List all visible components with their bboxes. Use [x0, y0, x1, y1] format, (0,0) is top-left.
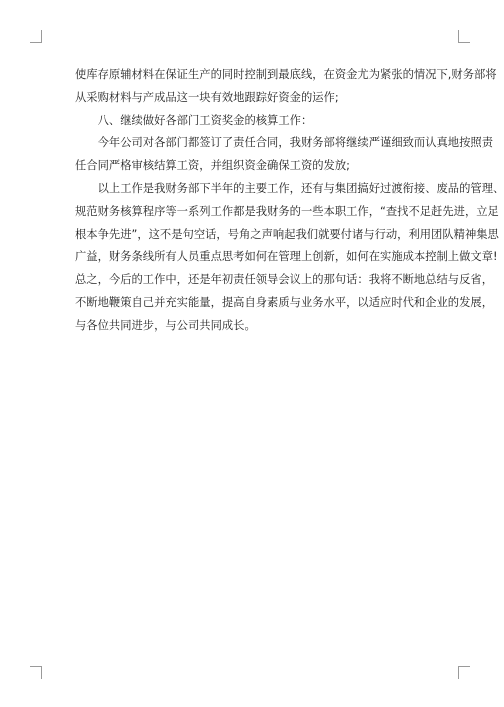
text-line: 与各位共同进步，与公司共同成长。 — [75, 318, 256, 332]
text-line: 总之，今后的工作中，还是年初责任领导会议上的那句话：我将不断地总结与反省， — [75, 273, 493, 287]
text-line: 不断地鞭策自己并充实能量，提高自身素质与业务水平，以适应时代和企业的发展， — [75, 295, 493, 309]
text-line: 规范财务核算程序等一系列工作都是我财务的一些本职工作，“查找不足赶先进，立足 — [75, 204, 499, 218]
text-line: 从采购材料与产成品这一块有效地跟踪好资金的运作; — [75, 90, 339, 104]
text-line: 使库存原辅材料在保证生产的同时控制到最底线，在资金尤为紧张的情况下,财务部将 — [75, 68, 497, 81]
document-body — [75, 64, 504, 338]
crop-mark-bottom-left — [30, 666, 42, 679]
text-line: 以上工作是我财务部下半年的主要工作，还有与集团搞好过渡衔接、废品的管理、 — [97, 181, 504, 195]
text-line: 任合同严格审核结算工资，并组织资金确保工资的发放; — [75, 159, 350, 173]
crop-mark-bottom-right — [458, 666, 470, 679]
text-line: 根本争先进”，这不是句空话，号角之声响起我们就要付诸与行动，利用团队精神集思 — [75, 227, 499, 241]
text-line: 广益，财务条线所有人员重点思考如何在管理上创新，如何在实施成本控制上做文章! — [75, 250, 498, 264]
crop-mark-top-left — [30, 30, 42, 43]
section-heading: 八、继续做好各部门工资奖金的核算工作： — [97, 113, 313, 127]
crop-mark-top-right — [458, 30, 470, 43]
text-line: 今年公司对各部门都签订了责任合同，我财务部将继续严谨细致而认真地按照责 — [97, 136, 493, 150]
